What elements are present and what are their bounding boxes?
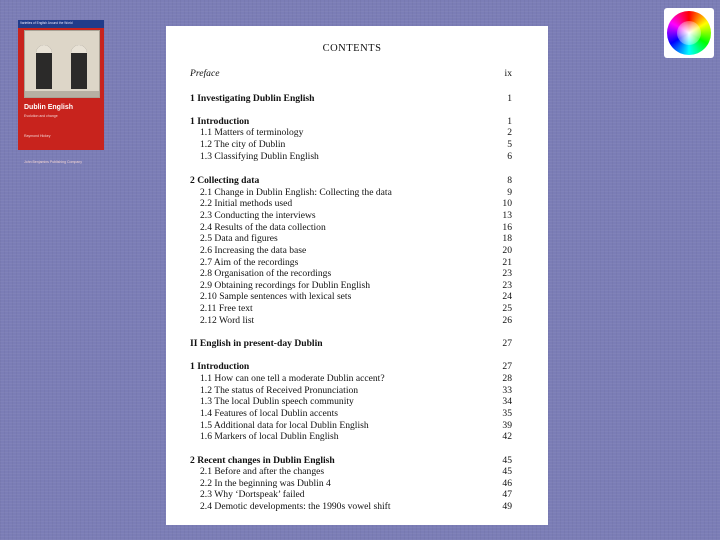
toc-entry-page: 39 xyxy=(502,420,512,431)
toc-entry xyxy=(166,408,548,420)
toc-entry xyxy=(166,68,548,80)
toc-entry xyxy=(166,338,548,350)
toc-entry-label: 1.2 The city of Dublin xyxy=(200,139,286,150)
toc-entry-label: 1 Introduction xyxy=(190,116,250,127)
toc-entry xyxy=(166,198,548,210)
toc-entry-page: 35 xyxy=(502,408,512,419)
toc-entry-label: 2.1 Before and after the changes xyxy=(200,466,325,477)
toc-entry-page: 16 xyxy=(502,222,512,233)
cover-fanlight xyxy=(36,45,52,53)
toc-entry-page: 25 xyxy=(502,303,512,314)
toc-entry-label: 2.9 Obtaining recordings for Dublin English xyxy=(200,280,370,291)
toc-entry-label: II English in present-day Dublin xyxy=(190,338,323,349)
toc-entry xyxy=(166,291,548,303)
toc-entry xyxy=(166,501,548,513)
cover-fanlight xyxy=(71,45,87,53)
toc-entry-page: 1 xyxy=(507,116,512,127)
toc-entry-page: 28 xyxy=(502,373,512,384)
toc-entry xyxy=(166,303,548,315)
toc-entry-label: 2.1 Change in Dublin English: Collecting the data xyxy=(200,187,392,198)
toc-entry-page: 27 xyxy=(502,338,512,349)
color-wheel-icon xyxy=(664,8,714,58)
toc-entry xyxy=(166,139,548,151)
toc-entry-page: 9 xyxy=(507,187,512,198)
toc-entry-page: 6 xyxy=(507,151,512,162)
cover-subtitle: Evolution and change xyxy=(24,114,58,118)
toc-entry-page: 24 xyxy=(502,291,512,302)
cover-photo xyxy=(24,30,100,98)
toc-entry xyxy=(166,466,548,478)
toc-entry-label: 2.8 Organisation of the recordings xyxy=(200,268,332,279)
cover-title: Dublin English xyxy=(24,104,73,111)
toc-entry-label: 2.4 Results of the data collection xyxy=(200,222,326,233)
color-wheel-disc xyxy=(667,11,711,55)
toc-entry xyxy=(166,396,548,408)
toc-entry-label: 1.4 Features of local Dublin accents xyxy=(200,408,338,419)
toc-list xyxy=(166,26,548,525)
toc-entry-page: 8 xyxy=(507,175,512,186)
contents-heading: CONTENTS xyxy=(322,43,382,54)
toc-entry-label: 2 Collecting data xyxy=(190,175,260,186)
toc-entry-page: 5 xyxy=(507,139,512,150)
toc-entry xyxy=(166,175,548,187)
toc-entry xyxy=(166,315,548,327)
toc-entry-page: 42 xyxy=(502,431,512,442)
toc-entry-page: 18 xyxy=(502,233,512,244)
toc-entry-label: 2.12 Word list xyxy=(200,315,255,326)
toc-entry-page: 45 xyxy=(502,455,512,466)
toc-entry-page: 46 xyxy=(502,478,512,489)
toc-entry xyxy=(166,489,548,501)
toc-entry-label: 1.2 The status of Received Pronunciation xyxy=(200,385,359,396)
toc-entry-label: 2.5 Data and figures xyxy=(200,233,278,244)
book-cover-image xyxy=(18,20,104,164)
toc-entry-page: 21 xyxy=(502,257,512,268)
toc-entry-page: ix xyxy=(504,68,512,79)
toc-entry-page: 33 xyxy=(502,385,512,396)
toc-entry xyxy=(166,373,548,385)
toc-entry-page: 1 xyxy=(507,93,512,104)
toc-entry xyxy=(166,268,548,280)
toc-entry-label: 2.2 Initial methods used xyxy=(200,198,293,209)
toc-entry-page: 2 xyxy=(507,127,512,138)
toc-entry-label: 1.1 Matters of terminology xyxy=(200,127,304,138)
toc-entry xyxy=(166,210,548,222)
toc-entry-label: 1 Introduction xyxy=(190,361,250,372)
toc-entry-label: 1.5 Additional data for local Dublin English xyxy=(200,420,369,431)
toc-entry-label: 1.1 How can one tell a moderate Dublin accent? xyxy=(200,373,385,384)
toc-entry-page: 20 xyxy=(502,245,512,256)
toc-entry-page: 10 xyxy=(502,198,512,209)
toc-entry-label: 1.3 The local Dublin speech community xyxy=(200,396,354,407)
cover-series: Varieties of English Around the World xyxy=(20,21,73,25)
cover-steps xyxy=(25,91,99,97)
toc-entry-label: 2.3 Conducting the interviews xyxy=(200,210,316,221)
toc-entry-page: 34 xyxy=(502,396,512,407)
toc-entry xyxy=(166,361,548,373)
toc-entry-label: 2 Recent changes in Dublin English xyxy=(190,455,335,466)
toc-entry-page: 26 xyxy=(502,315,512,326)
toc-entry xyxy=(166,127,548,139)
toc-entry xyxy=(166,431,548,443)
toc-entry xyxy=(166,93,548,105)
toc-entry-label: Preface xyxy=(190,68,220,79)
toc-entry-label: 2.4 Demotic developments: the 1990s vowel shift xyxy=(200,501,391,512)
toc-entry-page: 23 xyxy=(502,268,512,279)
toc-entry-page: 27 xyxy=(502,361,512,372)
toc-entry-page: 47 xyxy=(502,489,512,500)
toc-entry-label: 2.6 Increasing the data base xyxy=(200,245,307,256)
toc-entry-label: 1.3 Classifying Dublin English xyxy=(200,151,319,162)
toc-entry xyxy=(166,245,548,257)
toc-entry-label: 2.3 Why ‘Dortspeak’ failed xyxy=(200,489,305,500)
toc-entry-label: 1.6 Markers of local Dublin English xyxy=(200,431,339,442)
toc-entry-page: 13 xyxy=(502,210,512,221)
toc-entry-label: 1 Investigating Dublin English xyxy=(190,93,315,104)
toc-entry-label: 2.2 In the beginning was Dublin 4 xyxy=(200,478,331,489)
cover-author: Raymond Hickey xyxy=(24,134,51,138)
toc-entry-page: 23 xyxy=(502,280,512,291)
cover-publisher: John Benjamins Publishing Company xyxy=(24,160,82,164)
contents-page xyxy=(166,26,548,525)
toc-entry xyxy=(166,233,548,245)
toc-entry xyxy=(166,151,548,163)
toc-entry-page: 49 xyxy=(502,501,512,512)
toc-entry-label: 2.10 Sample sentences with lexical sets xyxy=(200,291,352,302)
toc-entry-label: 2.11 Free text xyxy=(200,303,253,314)
toc-entry-page: 45 xyxy=(502,466,512,477)
toc-entry-label: 2.7 Aim of the recordings xyxy=(200,257,299,268)
